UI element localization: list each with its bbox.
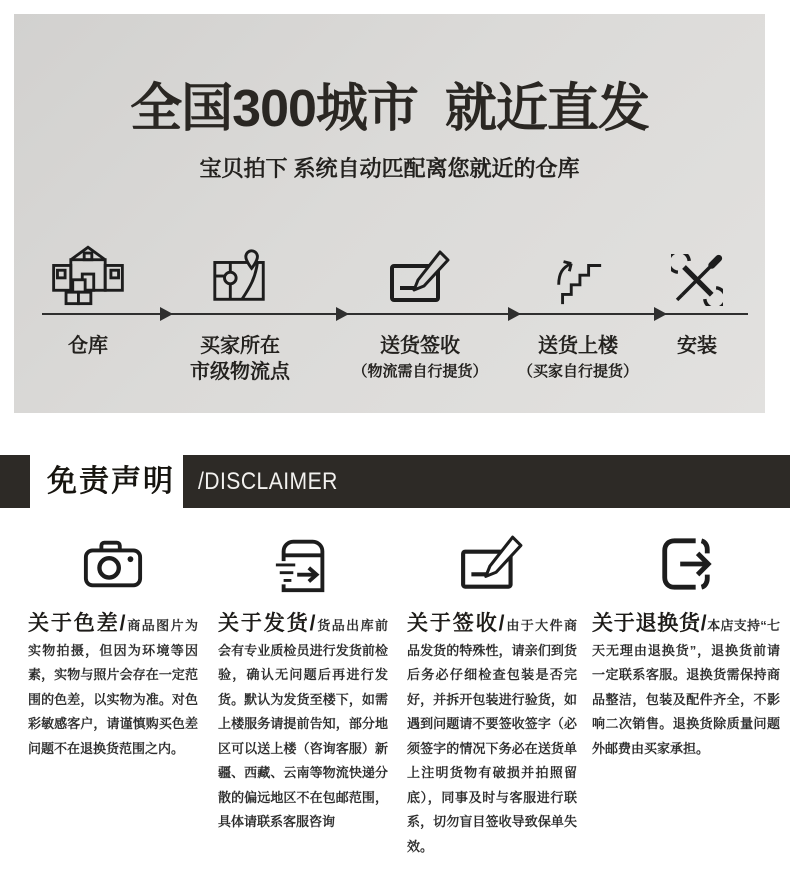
map-location-icon <box>155 242 325 306</box>
panel-title: 全国300城市 就近直发 <box>130 80 649 138</box>
shipping-info-panel <box>14 14 765 413</box>
arrowhead-icon <box>336 307 349 321</box>
step-label: 送货上楼 <box>538 335 618 357</box>
disclaimer-heading: 关于签收/ <box>407 612 505 635</box>
delivery-box-icon <box>218 533 388 595</box>
disclaimer-intro: 由于大件商 <box>504 618 577 633</box>
step-sublabel: （买家自行提货） <box>517 363 638 380</box>
banner-left-block <box>0 455 30 508</box>
banner-dark-bar <box>183 455 790 508</box>
disclaimer-banner <box>0 455 790 508</box>
disclaimer-text <box>218 612 388 835</box>
delivery-step-install <box>612 242 782 359</box>
install-tools-icon <box>612 242 782 306</box>
disclaimer-text <box>592 612 780 761</box>
disclaimer-intro: 本店支持“ <box>707 618 767 633</box>
disclaimer-heading: 关于色差/ <box>28 612 126 635</box>
disclaimer-intro: 商品图片为 <box>125 618 198 633</box>
disclaimer-body: 品发货的特殊性，请亲们到货后务必仔细检查包装是否完好，并拆开包装进行验货，如遇到问题请不要签收签字（必须签字的情况下务必在送货单上注明货物有破损并拍照留底），同事及时与客服进行联系，切勿盲目签收导致保单失效。 <box>407 642 577 854</box>
disclaimer-intro: 货品出库前 <box>315 618 388 633</box>
disclaimer-text <box>28 612 198 761</box>
step-label: 送货签收 <box>380 335 460 357</box>
disclaimer-text <box>407 612 577 859</box>
disclaimer-item-shipping <box>218 533 388 835</box>
sign-receipt-icon <box>335 242 505 306</box>
disclaimer-body: 实物拍摄，但因为环境等因素，实物与照片会存在一定范围的色差，以实物为准。对色彩敏感客户，请谨慎购买色差问题不在退换货范围之内。 <box>28 642 198 756</box>
flow-arrow-line <box>42 313 748 315</box>
return-goods-icon <box>592 533 780 595</box>
delivery-step-warehouse <box>3 242 173 359</box>
camera-icon <box>28 533 198 595</box>
disclaimer-body: 七天无理由退换货”，退换货前请一定联系客服。退换货需保持商品整洁，包装及配件齐全，不影响二次销售。退换货除质量问题外邮费由买家承担。 <box>592 618 780 756</box>
step-sublabel: （物流需自行提货） <box>352 363 488 380</box>
step-label: 仓库 <box>68 335 108 357</box>
disclaimer-item-returns <box>592 533 780 761</box>
panel-subtitle: 宝贝拍下 系统自动匹配离您就近的仓库 <box>199 156 580 181</box>
disclaimer-title-cn: 免责声明 <box>47 465 175 498</box>
disclaimer-title-en: /DISCLAIMER <box>198 468 338 495</box>
disclaimer-body: 会有专业质检员进行发货前检验，确认无问题后再进行发货。默认为发货至楼下，如需上楼服务请提前告知，部分地区可以送上楼（咨询客服）新疆、西藏、云南等物流快递分散的偏远地区不在包邮范围，具体请联系客服咨询 <box>218 642 388 829</box>
step-label: 安装 <box>677 335 717 357</box>
disclaimer-heading: 关于发货/ <box>218 612 316 635</box>
warehouse-icon <box>3 242 173 306</box>
arrowhead-icon <box>160 307 173 321</box>
disclaimer-item-color-difference <box>28 533 198 761</box>
sign-receipt-icon <box>407 533 577 595</box>
arrowhead-icon <box>654 307 667 321</box>
step-label-line2: 市级物流点 <box>190 361 290 383</box>
arrowhead-icon <box>508 307 521 321</box>
disclaimer-heading: 关于退换货/ <box>592 612 708 635</box>
step-label: 买家所在 <box>200 335 280 357</box>
disclaimer-item-sign-receipt <box>407 533 577 859</box>
